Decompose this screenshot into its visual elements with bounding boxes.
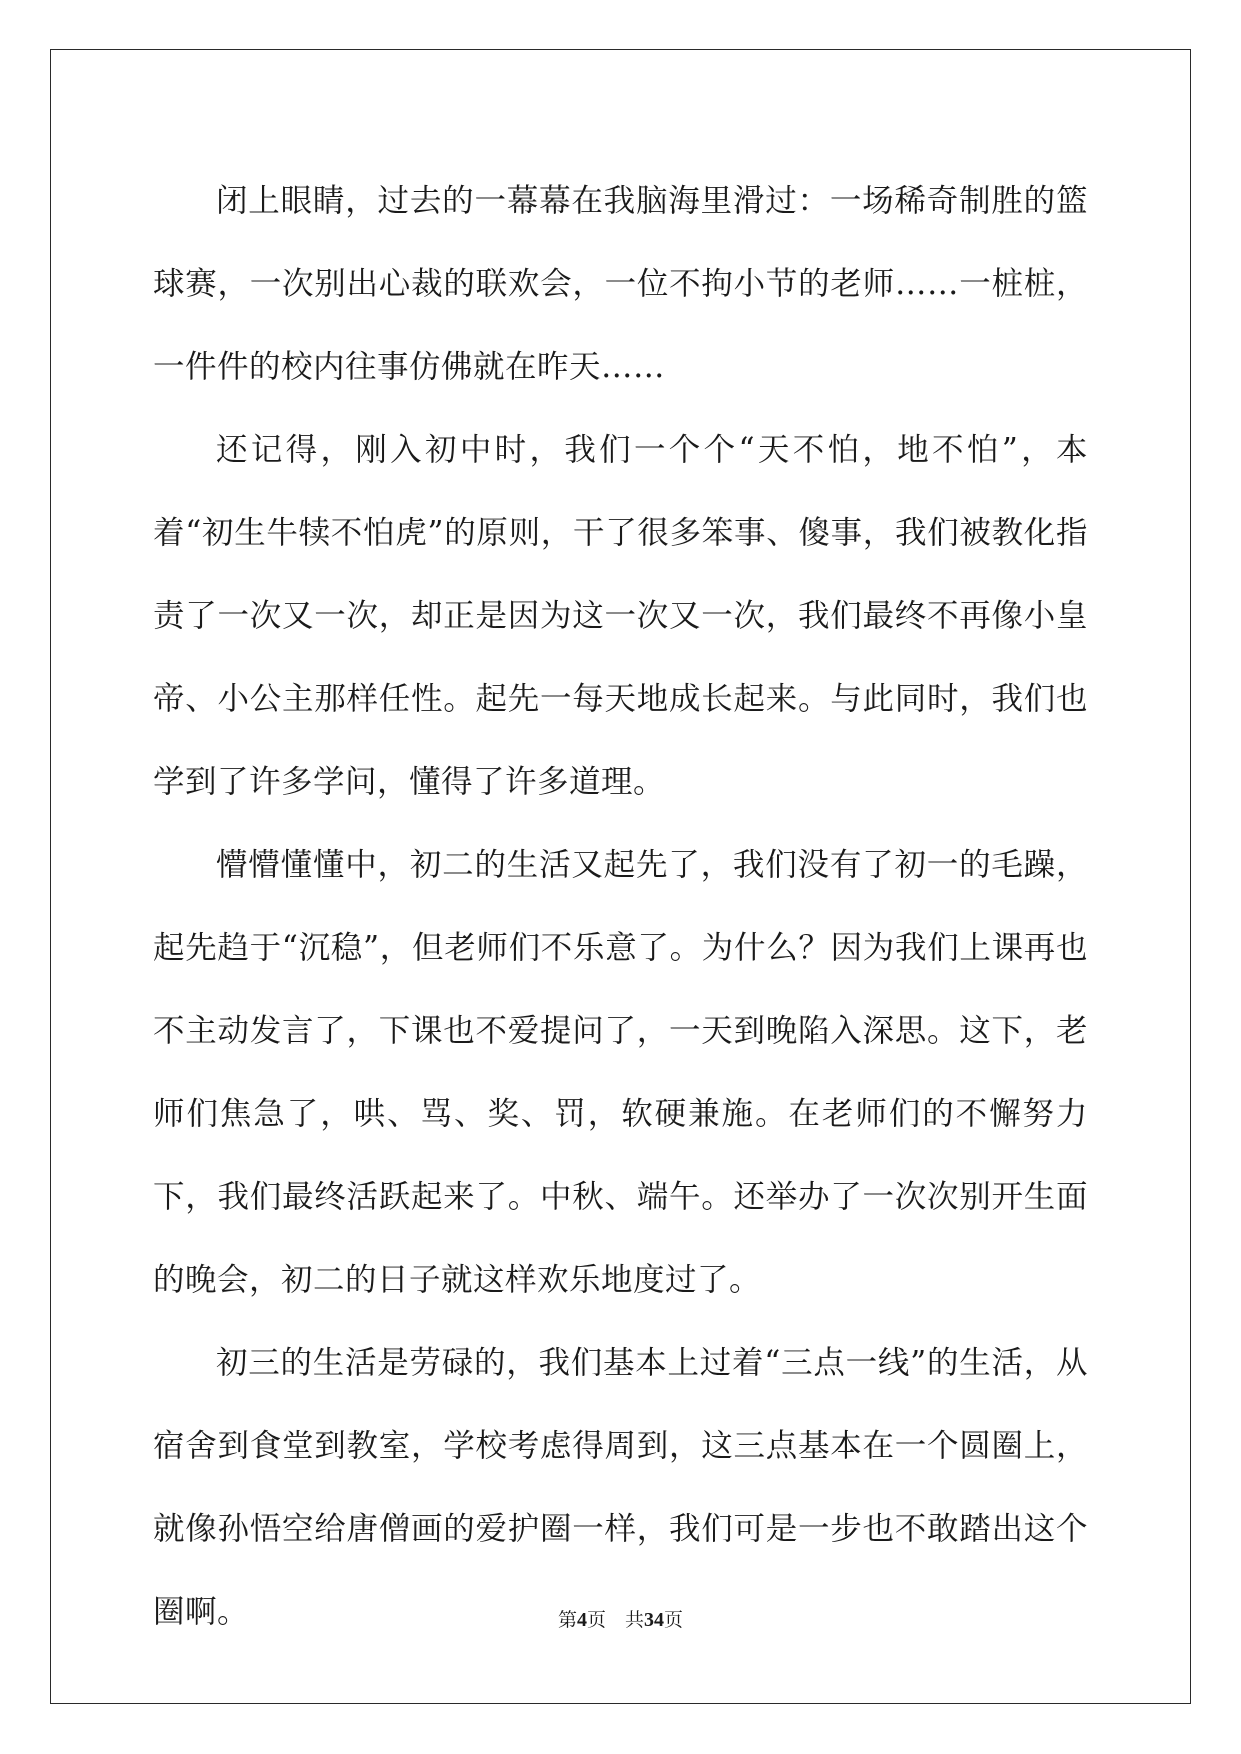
page-footer — [0, 1605, 1241, 1632]
document-body — [153, 160, 1088, 1654]
total-label-prefix: 共 — [625, 1610, 645, 1631]
page-number: 4 — [576, 1609, 587, 1631]
total-label-suffix: 页 — [664, 1610, 684, 1631]
paragraph: 还记得，刚入初中时，我们一个个“天不怕，地不怕”，本着“初生牛犊不怕虎”的原则，干了很多笨事、傻事，我们被教化指责了一次又一次，却正是因为这一次又一次，我们最终不再像小皇帝、小公主那样任性。起先一每天地成长起来。与此同时，我们也学到了许多学问，懂得了许多道理。 — [153, 432, 1088, 800]
paragraph: 闭上眼睛，过去的一幕幕在我脑海里滑过：一场稀奇制胜的篮球赛，一次别出心裁的联欢会，一位不拘小节的老师……一桩桩，一件件的校内往事仿佛就在昨天…… — [153, 183, 1088, 385]
paragraph: 初三的生活是劳碌的，我们基本上过着“三点一线”的生活，从宿舍到食堂到教室，学校考虑得周到，这三点基本在一个圆圈上，就像孙悟空给唐僧画的爱护圈一样，我们可是一步也不敢踏出这个圈啊。 — [153, 1345, 1088, 1630]
page-label-suffix: 页 — [586, 1610, 606, 1631]
paragraph: 懵懵懂懂中，初二的生活又起先了，我们没有了初一的毛躁，起先趋于“沉稳”，但老师们不乐意了。为什么？因为我们上课再也不主动发言了，下课也不爱提问了，一天到晚陷入深思。这下，老师们焦急了，哄、骂、奖、罚，软硬兼施。在老师们的不懈努力下，我们最终活跃起来了。中秋、端午。还举办了一次次别开生面的晚会，初二的日子就这样欢乐地度过了。 — [153, 847, 1088, 1298]
page-label-prefix: 第 — [557, 1610, 577, 1631]
total-pages: 34 — [644, 1609, 665, 1631]
